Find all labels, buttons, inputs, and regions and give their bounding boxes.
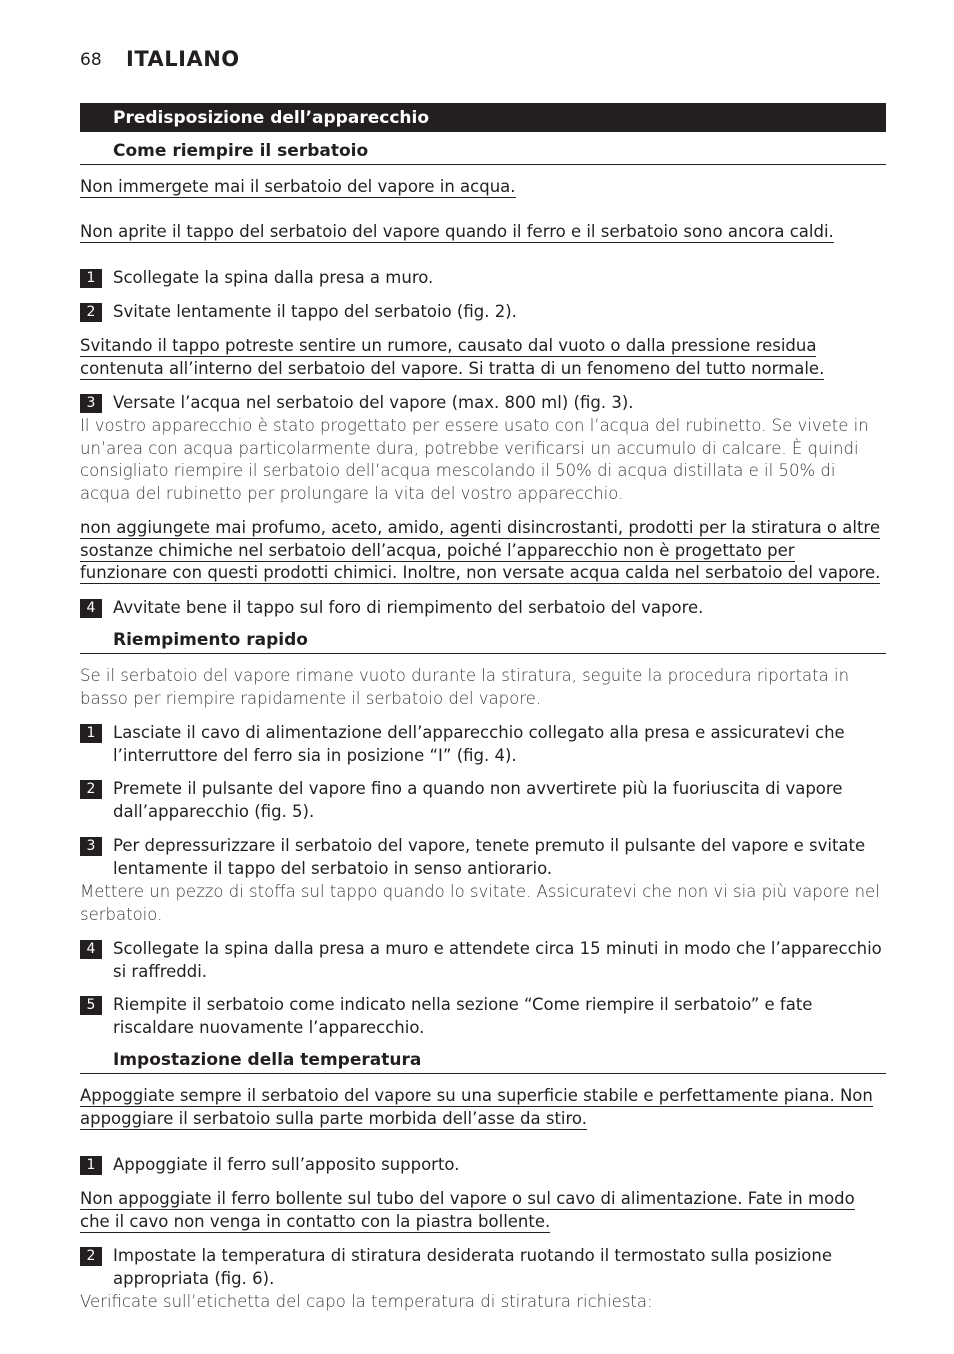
- warning-note: [80, 1085, 886, 1130]
- warning-note: [80, 517, 886, 585]
- warning-text: Non immergete mai il serbatoio del vapore in acqua.: [80, 177, 516, 196]
- page-number: 68: [80, 50, 102, 70]
- warning-text: Svitando il tappo potreste sentire un rumore, causato dal vuoto o dalla pressione residua contenuta all’interno del serbatoio del vapore. Si tratta di un fenomeno del tutto normale.: [80, 336, 825, 378]
- step-item: [80, 835, 886, 880]
- step-item: [80, 938, 886, 983]
- warning-note: [80, 335, 886, 380]
- subheading-text: Impostazione della temperatura: [113, 1050, 422, 1070]
- language-heading: ITALIANO: [126, 47, 240, 71]
- step-number: 4: [80, 940, 102, 959]
- step-text: Premete il pulsante del vapore fino a quando non avvertirete più la fuoriuscita di vapore dall’apparecchio (fig. 5).: [113, 779, 843, 821]
- body-paragraph: Verificate sull’etichetta del capo la temperatura di stiratura richiesta:: [80, 1292, 653, 1311]
- step-item: [80, 597, 886, 620]
- warning-text: non aggiungete mai profumo, aceto, amido, agenti disincrostanti, prodotti per la stiratura o altre sostanze chimiche nel serbatoio dell’acqua, poiché l’apparecchio non è progettato per funzionare con questi prodotti chimici. Inoltre, non versate acqua calda nel serbatoio del vapore.: [80, 518, 881, 582]
- body-paragraph: Mettere un pezzo di stoffa sul tappo quando lo svitate. Assicuratevi che non vi sia più vapore nel serbatoio.: [80, 882, 880, 924]
- step-text: Versate l’acqua nel serbatoio del vapore (max. 800 ml) (fig. 3).: [113, 393, 634, 412]
- warning-note: [80, 176, 886, 199]
- body-paragraph: Se il serbatoio del vapore rimane vuoto durante la stiratura, seguite la procedura riportata in basso per riempire rapidamente il serbatoio del vapore.: [80, 666, 850, 708]
- step-text: Impostate la temperatura di stiratura desiderata ruotando il termostato sulla posizione appropriata (fig. 6).: [113, 1246, 832, 1288]
- step-number: 2: [80, 303, 102, 322]
- step-number: 1: [80, 724, 102, 743]
- step-text: Per depressurizzare il serbatoio del vapore, tenete premuto il pulsante del vapore e svitate lentamente il tappo del serbatoio in senso antiorario.: [113, 836, 866, 878]
- step-item: [80, 267, 886, 290]
- step-number: 1: [80, 269, 102, 288]
- step-number: 2: [80, 1247, 102, 1266]
- warning-text: Non aprite il tappo del serbatoio del vapore quando il ferro e il serbatoio sono ancora caldi.: [80, 222, 834, 241]
- warning-note: [80, 1188, 886, 1233]
- step-number: 2: [80, 780, 102, 799]
- step-item: [80, 1154, 886, 1177]
- step-number: 3: [80, 394, 102, 413]
- step-text: Scollegate la spina dalla presa a muro.: [113, 268, 434, 287]
- step-text: Avvitate bene il tappo sul foro di riempimento del serbatoio del vapore.: [113, 598, 704, 617]
- body-paragraph: Il vostro apparecchio è stato progettato per essere usato con l’acqua del rubinetto. Se vivete in un’area con acqua particolarmente dura, potrebbe verificarsi un accumulo di calcare. È quindi consigliato riempire il serbatoio dell’acqua mescolando il 50% di acqua distillata e il 50% di acqua del rubinetto per prolungare la vita del vostro apparecchio.: [80, 416, 869, 503]
- step-text: Scollegate la spina dalla presa a muro e attendete circa 15 minuti in modo che l’apparecchio si raffreddi.: [113, 939, 882, 981]
- subheading-text: Come riempire il serbatoio: [113, 141, 369, 161]
- step-number: 1: [80, 1156, 102, 1175]
- step-text: Svitate lentamente il tappo del serbatoio (fig. 2).: [113, 302, 517, 321]
- warning-text: Non appoggiate il ferro bollente sul tubo del vapore o sul cavo di alimentazione. Fate in modo che il cavo non venga in contatto con la piastra bollente.: [80, 1189, 855, 1231]
- subheading-quick-fill: [80, 630, 886, 654]
- section-title-bar: [80, 103, 886, 132]
- step-item: [80, 1245, 886, 1290]
- section-title: Predisposizione dell’apparecchio: [113, 108, 430, 128]
- step-number: 4: [80, 599, 102, 618]
- step-item: [80, 722, 886, 767]
- step-text: Appoggiate il ferro sull’apposito supporto.: [113, 1155, 460, 1174]
- step-item: [80, 392, 886, 415]
- step-number: 3: [80, 837, 102, 856]
- step-number: 5: [80, 996, 102, 1015]
- subheading-temperature: [80, 1050, 886, 1074]
- warning-note: [80, 221, 886, 244]
- step-text: Riempite il serbatoio come indicato nella sezione “Come riempire il serbatoio” e fate riscaldare nuovamente l’apparecchio.: [113, 995, 813, 1037]
- subheading-fill-tank: [80, 141, 886, 165]
- step-item: [80, 301, 886, 324]
- warning-text: Appoggiate sempre il serbatoio del vapore su una superficie stabile e perfettamente piana. Non appoggiare il serbatoio sulla parte morbida dell’asse da stiro.: [80, 1086, 873, 1128]
- step-text: Lasciate il cavo di alimentazione dell’apparecchio collegato alla presa e assicuratevi che l’interruttore del ferro sia in posizione “I” (fig. 4).: [113, 723, 845, 765]
- step-item: [80, 778, 886, 823]
- step-item: [80, 994, 886, 1039]
- subheading-text: Riempimento rapido: [113, 630, 308, 650]
